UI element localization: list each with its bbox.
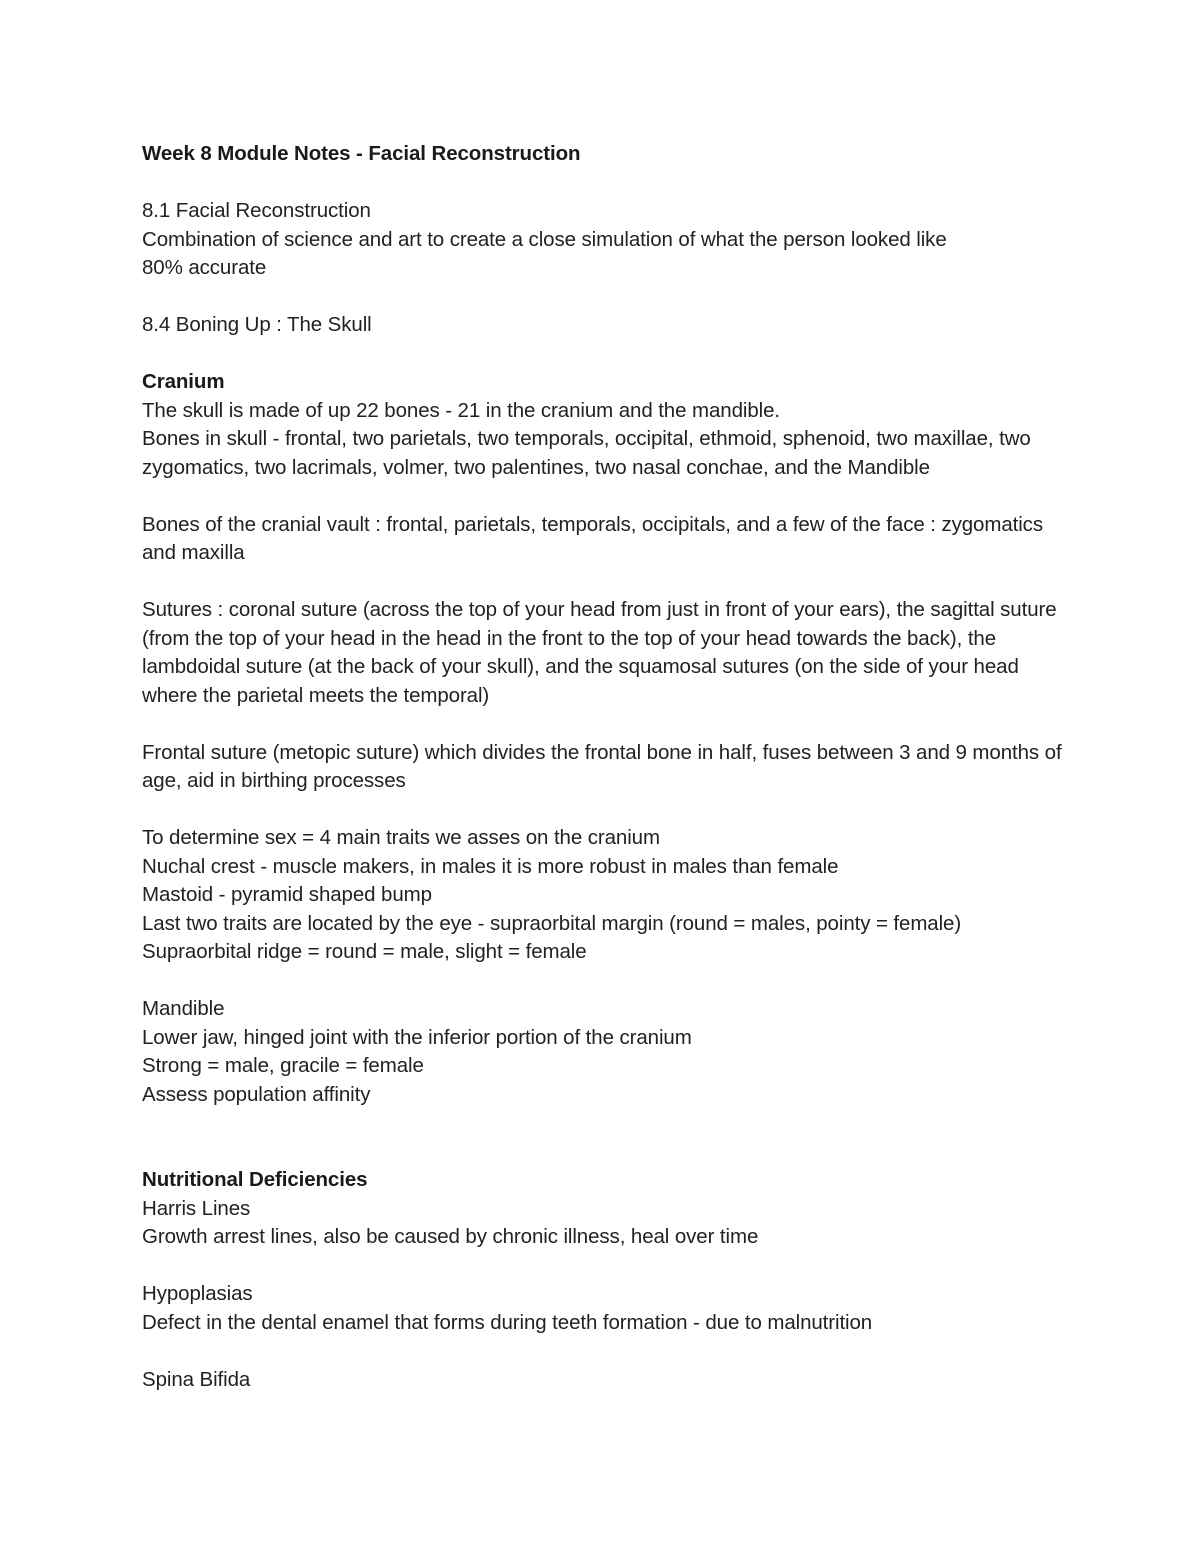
- spacer: [142, 482, 1062, 511]
- paragraph: Frontal suture (metopic suture) which divides the frontal bone in half, fuses between 3 and 9 months of age, aid in birthing processes: [142, 740, 1068, 792]
- paragraph-line: Growth arrest lines, also be caused by chronic illness, heal over time: [142, 1225, 759, 1248]
- paragraph: Bones of the cranial vault : frontal, parietals, temporals, occipitals, and a few of the face : zygomatics and maxilla: [142, 512, 1049, 564]
- paragraph-line: To determine sex = 4 main traits we asses on the cranium: [142, 826, 660, 849]
- spacer: [142, 568, 1062, 597]
- harris-lines-heading: Harris Lines: [142, 1196, 251, 1220]
- paragraph: Bones in skull - frontal, two parietals, two temporals, occipital, ethmoid, sphenoid, two maxillae, two zygomatics, two lacrimals, volmer, two palentines, two nasal conchae, and the Mandible: [142, 427, 1037, 479]
- hypoplasias-heading: Hypoplasias: [142, 1282, 253, 1305]
- spina-bifida-heading: Spina Bifida: [142, 1367, 251, 1391]
- paragraph-line: 80% accurate: [142, 256, 267, 279]
- spacer: [142, 340, 1062, 369]
- spacer: [142, 169, 1062, 198]
- paragraph-line: Mastoid - pyramid shaped bump: [142, 883, 432, 906]
- spacer: [142, 1252, 1062, 1281]
- paragraph-line: Supraorbital ridge = round = male, slight = female: [142, 940, 587, 963]
- paragraph-line: The skull is made of up 22 bones - 21 in the cranium and the mandible.: [142, 398, 780, 422]
- section-heading-8-4: 8.4 Boning Up : The Skull: [142, 313, 372, 336]
- paragraph-line: Lower jaw, hinged joint with the inferior portion of the cranium: [142, 1025, 692, 1049]
- spacer: [142, 1337, 1062, 1366]
- nutrition-heading: Nutritional Deficiencies: [142, 1168, 368, 1191]
- section-heading-8-1: 8.1 Facial Reconstruction: [142, 199, 371, 222]
- spacer: [142, 796, 1062, 825]
- paragraph-line: Last two traits are located by the eye - supraorbital margin (round = males, pointy = female): [142, 911, 962, 935]
- cranium-heading: Cranium: [142, 370, 225, 393]
- spacer: [142, 710, 1062, 739]
- spacer: [142, 1109, 1062, 1166]
- paragraph: Sutures : coronal suture (across the top of your head from just in front of your ears), the sagittal suture (from the top of your head in the head in the front to the top of your head towards the back), the lambdoidal suture (at the back of your skull), and the squamosal sutures (on the side of your head where the parietal meets the temporal): [142, 598, 1063, 707]
- spacer: [142, 967, 1062, 996]
- document-page: [142, 140, 1068, 1394]
- spacer: [142, 283, 1062, 312]
- paragraph-line: Strong = male, gracile = female: [142, 1054, 424, 1077]
- document-title: Week 8 Module Notes - Facial Reconstruction: [142, 142, 581, 165]
- paragraph-line: Defect in the dental enamel that forms during teeth formation - due to malnutrition: [142, 1310, 873, 1334]
- paragraph-line: Nuchal crest - muscle makers, in males it is more robust in males than female: [142, 854, 839, 878]
- mandible-heading: Mandible: [142, 997, 225, 1020]
- paragraph-line: Combination of science and art to create a close simulation of what the person looked like: [142, 227, 947, 251]
- paragraph-line: Assess population affinity: [142, 1082, 371, 1106]
